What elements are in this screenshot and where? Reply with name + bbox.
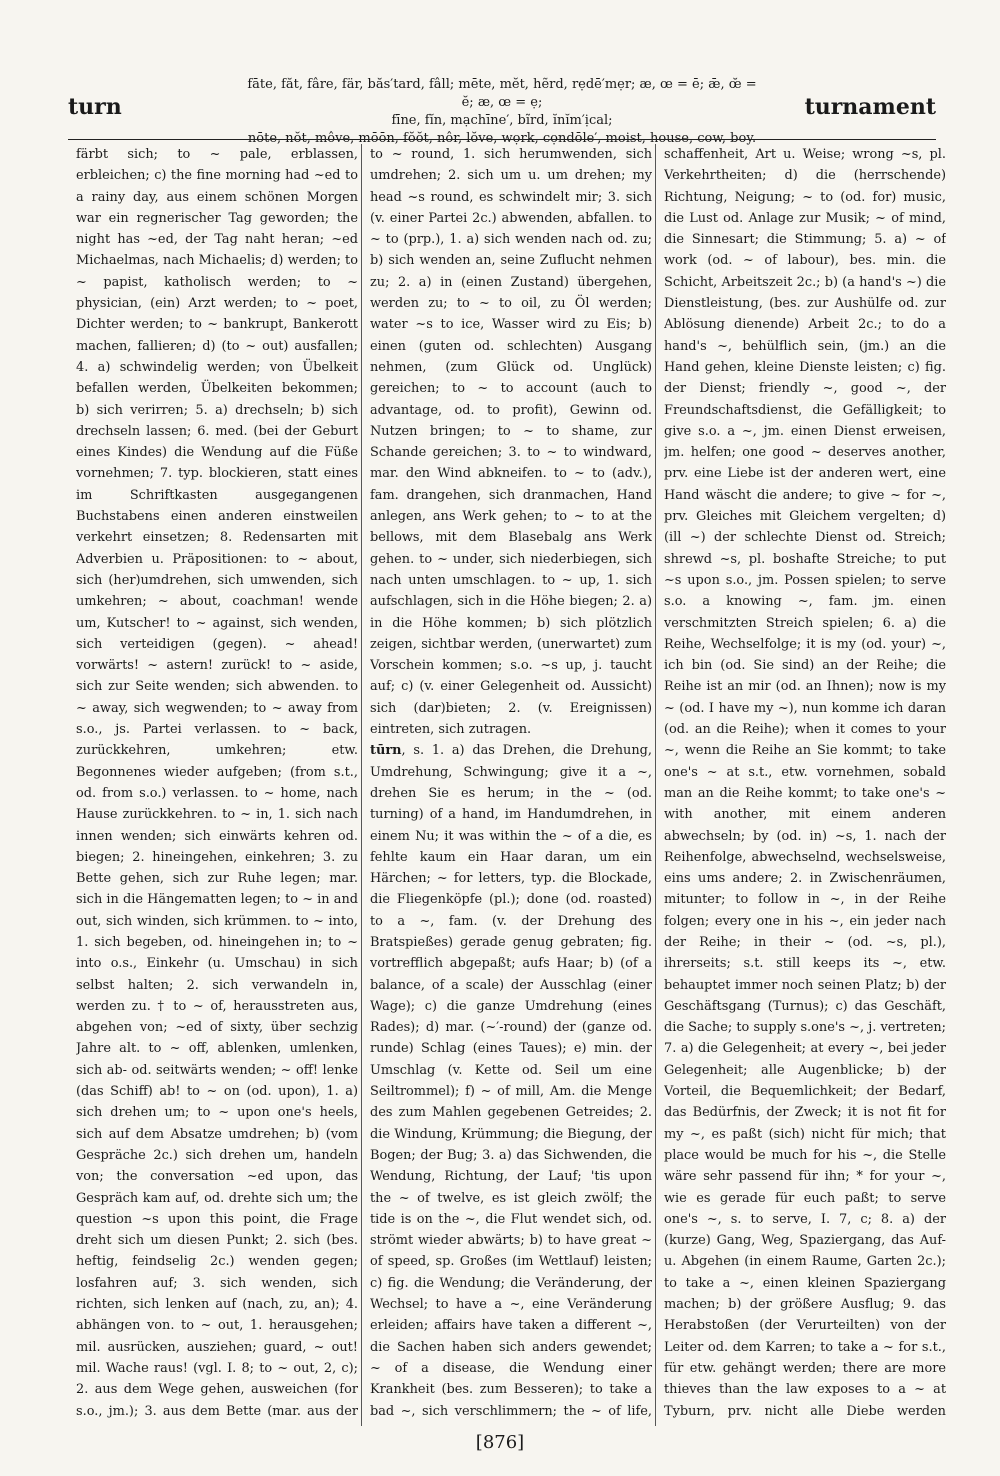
page-number: [876]: [475, 1432, 525, 1453]
guide-word-left: turn: [68, 94, 122, 120]
pronunciation-key-line: nōte, nŏt, môve, mōōn, fŏŏt, nôr, lŏve, wọrk, cọndōle′, moist, house, cow, boy.: [247, 131, 757, 146]
column-text: to ~ round, 1. sich herumwenden, sich umdrehen; 2. sich um u. um drehen; my head ~s round, es schwindelt mir; 3. sich (v. einer Partei 2c.) abwenden, abfallen. to ~ to (prp.), 1. a) sich wenden nach od. zu; b) sich wenden an, seine Zuflucht nehmen zu; 2. a) in (einen Zustand) übergehen, werden zu; to ~ to oil, zu Öl werden; water ~s to ice, Wasser wird zu Eis; b) einen (guten od. schlechten) Ausgang nehmen, (zum Glück od. Unglück) gereichen; to ~ to account (auch to advantage, od. to profit), Gewinn od. Nutzen bringen; to ~ to shame, zur Schande gereichen; 3. to ~ to windward, mar. den Wind abkneifen. to ~ to (adv.), fam. drangehen, sich dranmachen, Hand anlegen, ans Werk gehen; to ~ to at the bellows, mit dem Blasebalg ans Werk gehen. to ~ under, sich niederbiegen, sich nach unten umschlagen. to ~ up, 1. sich aufschlagen, sich in die Höhe biegen; 2. a) in die Höhe kommen; b) sich plötzlich zeigen, sichtbar werden, (unerwartet) zum Vorschein kommen; s.o. ~s up, j. taucht auf; c) (v. einer Gelegenheit od. Aussicht) sich (dar)bieten; 2. (v. Ereignissen) eintreten, sich zutragen.: [370, 147, 652, 738]
pronunciation-key: [243, 76, 761, 148]
column-text: färbt sich; to ~ pale, erblassen, erbleichen; c) the fine morning had ~ed to a rainy day, aus einem schönen Morgen war ein regnerischer Tag geworden; the night has ~ed, der Tag naht heran; ~ed Michaelmas, nach Michaelis; d) werden; to ~ papist, katholisch werden; to ~ physician, (ein) Arzt werden; to ~ poet, Dichter werden; to ~ bankrupt, Bankerott machen, fallieren; d) (to ~ out) ausfallen; 4. a) schwindelig werden; von Übelkeit befallen werden, Übelkeiten bekommen; b) sich verirren; 5. a) drechseln; b) sich drechseln lassen; 6. med. (bei der Geburt eines Kindes) die Wendung auf die Füße vornehmen; 7. typ. blockieren, statt eines im Schriftkasten ausgegangenen Buchstabens einen anderen einstweilen verkehrt einsetzen; 8. Redensarten mit Adverbien u. Präpositionen: to ~ about, sich (her)umdrehen, sich umwenden, sich umkehren; ~ about, coachman! wende um, Kutscher! to ~ against, sich wenden, sich verteidigen (gegen). ~ ahead! vorwärts! ~ astern! zurück! to ~ aside, sich zur Seite wenden; sich abwenden. to ~ away, sich wegwenden; to ~ away from s.o., js. Partei verlassen. to ~ back, zurückkehren, umkehren; etw. Begonnenes wieder aufgeben; (from s.t., od. from s.o.) verlassen. to ~ home, nach Hause zurückkehren. to ~ in, 1. sich nach innen wenden; sich einwärts kehren od. biegen; 2. hineingehen, einkehren; 3. zu Bette gehen, sich zur Ruhe legen; mar. sich in die Hängematten legen; to ~ in and out, sich winden, sich krümmen. to ~ into, 1. sich begeben, od. hineingehen in; to ~ into o.s., Einkehr (u. Umschau) in sich selbst halten; 2. sich verwandeln in, werden zu. † to ~ of, herausstreten aus, abgehen von; ~ed of sixty, über sechzig Jahre alt. to ~ off, ablenken, umlenken, sich ab- od. seitwärts wenden; ~ off! lenke (das Schiff) ab! to ~ on (od. upon), 1. a) sich drehen um; to ~ upon one's heels, sich auf dem Absatze umdrehen; b) (vom Gespräche 2c.) sich drehen um, handeln von; the conversation ~ed upon, das Gespräch kam auf, od. drehte sich um; the question ~s upon this point, die Frage dreht sich um diesen Punkt; 2. sich (bes. heftig, feindselig 2c.) wenden gegen; losfahren auf; 3. sich wenden, sich richten, sich lenken auf (nach, zu, an); 4. abhängen von. to ~ out, 1. herausgehen; mil. ausrücken, ausziehen; guard, ~ out! mil. Wache raus! (vgl. I. 8; to ~ out, 2, c); 2. aus dem Wege gehen, ausweichen (for s.o., jm.); 3. aus dem Bette (mar. aus der: [76, 147, 358, 1419]
column-2: [370, 144, 652, 1426]
header-rule: [68, 139, 936, 140]
guide-word-right: turnament: [804, 94, 936, 120]
entry-text: , s. 1. a) das Drehen, die Drehung, Umdrehung, Schwingung; give it a ~, drehen Sie es herum; in the ~ (od. turning) of a hand, im Handumdrehen, in einem Nu; it was within the ~ of a die, es fehlte kaum ein Haar daran, um ein Härchen; ~ for letters, typ. die Blockade, die Fliegenköpfe (pl.); done (od. roasted) to a ~, fam. (v. der Drehung des Bratspießes) gerade genug gebraten; fig. vortrefflich abgepaßt; aufs Haar; b) (of a balance, of a scale) der Ausschlag (einer Wage); c) die ganze Umdrehung (eines Rades); d) mar. (~′-round) der (ganze od. runde) Schlag (eines Taues); e) min. der Umschlag (v. Kette od. Seil um eine Seiltrommel); f) ~ of mill, Am. die Menge des zum Mahlen gegebenen Getreides; 2. die Windung, Krümmung; die Biegung, der Bogen; der Bug; 3. a) das Sichwenden, die Wendung, Richtung, der Lauf; 'tis upon the ~ of twelve, es ist gleich zwölf; the tide is on the ~, die Flut wendet sich, od. strömt wieder abwärts; b) to have great ~ of speed, sp. Großes (im Wettlauf) leisten; c) fig. die Wendung; die Veränderung, der Wechsel; to have a ~, eine Veränderung erleiden; affairs have taken a different ~, die Sachen haben sich anders gewendet; ~ of a disease, die Wendung einer Krankheit (bes. zum Besseren); to take a bad ~, sich verschlimmern; the ~ of life,: [370, 743, 652, 1419]
pronunciation-key-line: fāte, făt, fâre, fär, băs′tard, fâll; mēte, mĕt, hẽrd, rẹdē′mẹr; æ, œ = ē; ǣ, œ̆ = ĕ; æ, œ = ẹ;: [247, 77, 757, 110]
column-text: schaffenheit, Art u. Weise; wrong ~s, pl. Verkehrtheiten; d) die (herrschende) Richtung, Neigung; ~ to (od. for) music, die Lust od. Anlage zur Musik; ~ of mind, die Sinnesart; die Stimmung; 5. a) ~ of work (od. ~ of labour), bes. min. die Schicht, Arbeitszeit 2c.; b) (a hand's ~) die Dienstleistung, (bes. zur Aushülfe od. zur Ablösung dienende) Arbeit 2c.; to do a hand's ~, behülflich sein, (jm.) an die Hand gehen, kleine Dienste leisten; c) fig. der Dienst; friendly ~, good ~, der Freundschaftsdienst, die Gefälligkeit; to give s.o. a ~, jm. einen Dienst erweisen, jm. helfen; one good ~ deserves another, prv. eine Liebe ist der anderen wert, eine Hand wäscht die andere; to give ~ for ~, prv. Gleiches mit Gleichem vergelten; d) (ill ~) der schlechte Dienst od. Streich; shrewd ~s, pl. boshafte Streiche; to put ~s upon s.o., jm. Possen spielen; to serve s.o. a knowing ~, fam. jm. einen verschmitzten Streich spielen; 6. a) die Reihe, Wechselfolge; it is my (od. your) ~, ich bin (od. Sie sind) an der Reihe; die Reihe ist an mir (od. an Ihnen); now is my ~ (od. I have my ~), nun komme ich daran (od. an die Reihe); when it comes to your ~, wenn die Reihe an Sie kommt; to take one's ~ at s.t., etw. vornehmen, sobald man an die Reihe kommt; to take one's ~ with another, mit einem anderen abwechseln; by (od. in) ~s, 1. nach der Reihenfolge, abwechselnd, wechselsweise, eins ums andere; 2. in Zwischenräumen, mitunter; to follow in ~, in der Reihe folgen; every one in his ~, ein jeder nach der Reihe; in their ~ (od. ~s, pl.), ihrerseits; s.t. still keeps its ~, etw. behauptet immer noch seinen Platz; b) der Geschäftsgang (Turnus); c) das Geschäft, die Sache; to supply s.one's ~, j. vertreten; 7. a) die Gelegenheit; at every ~, bei jeder Gelegenheit; alle Augenblicke; b) der Vorteil, die Bequemlichkeit; der Bedarf, das Bedürfnis, der Zweck; it is not fit for my ~, es paßt (sich) nicht für mich; that place would be much for his ~, die Stelle wäre sehr passend für ihn; * for your ~, wie es gerade für euch paßt; to serve one's ~, s. to serve, I. 7, c; 8. a) der (kurze) Gang, Weg, Spaziergang, das Auf- u. Abgehen (in einem Raume, Garten 2c.); to take a ~, einen kleinen Spaziergang machen; b) der größere Ausflug; 9. das Herabstoßen (der Verurteilten) von der Leiter od. dem Karren; to take a ~ for s.t., für etw. gehängt werden; there are more thieves than the law exposes to a ~ at Tyburn, prv. nicht alle Diebe werden: [664, 147, 946, 1419]
pronunciation-key-line: fīne, fĭn, mạchīne′, bĩrd, ĭnĭm′ịcal;: [391, 113, 613, 128]
column-divider: [361, 144, 362, 1426]
column-3: [664, 144, 946, 1426]
column-divider: [655, 144, 656, 1426]
dictionary-entry: [370, 740, 652, 1426]
entry-headword: tūrn: [370, 743, 402, 759]
page-header: [68, 72, 936, 146]
column-1: [76, 144, 358, 1426]
